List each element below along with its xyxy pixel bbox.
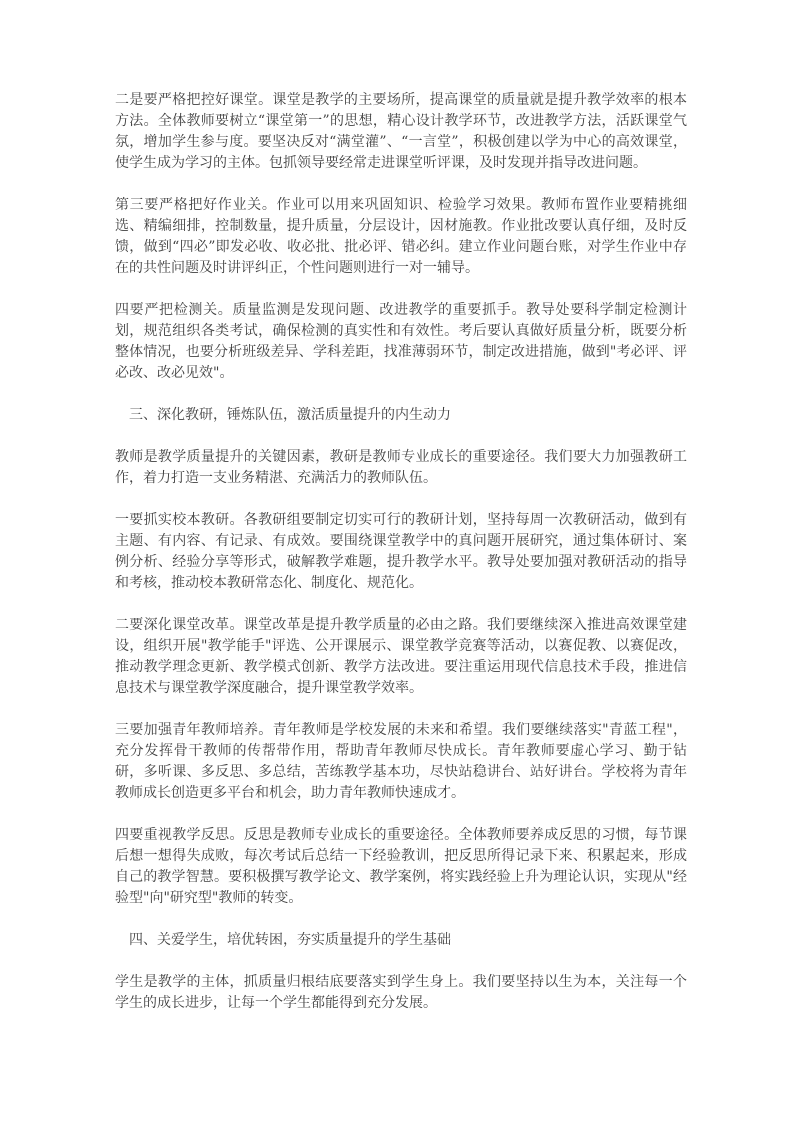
body-paragraph: 学生是教学的主体，抓质量归根结底要落实到学生身上。我们要坚持以生为本，关注每一个学生的成长进步，让每一个学生都能得到充分发展。 — [115, 974, 687, 1011]
body-paragraph: 四要重视教学反思。反思是教师专业成长的重要途径。全体教师要养成反思的习惯，每节课后想一想得失成败，每次考试后总结一下经验教训，把反思所得记录下来、积累起来，形成自己的教学智慧。要积极撰写教学论文、教学案例，将实践经验上升为理论认识，实现从"经验型"向"研究型"教师的转变。 — [115, 827, 687, 906]
section-heading: 三、深化教研，锤炼队伍，激活质量提升的内生动力 — [129, 407, 451, 423]
body-paragraph: 四要严把检测关。质量监测是发现问题、改进教学的重要抓手。教导处要科学制定检测计划，规范组织各类考试，确保检测的真实性和有效性。考后要认真做好质量分析，既要分析整体情况，也要分析班级差异、学科差距，找准薄弱环节，制定改进措施，做到"考必评、评必改、改必见效"。 — [115, 302, 687, 381]
body-paragraph: 三要加强青年教师培养。青年教师是学校发展的未来和希望。我们要继续落实"青蓝工程"，充分发挥骨干教师的传帮带作用，帮助青年教师尽快成长。青年教师要虚心学习、勤于钻研，多听课、多反思、多总结，苦练教学基本功，尽快站稳讲台、站好讲台。学校将为青年教师成长创造更多平台和机会，助力青年教师快速成才。 — [115, 722, 687, 801]
body-paragraph: 二是要严格把控好课堂。课堂是教学的主要场所，提高课堂的质量就是提升教学效率的根本方法。全体教师要树立“课堂第一”的思想，精心设计教学环节，改进教学方法，活跃课堂气氛，增加学生参与度。要坚决反对“满堂灌”、“一言堂”，积极创建以学为中心的高效课堂，使学生成为学习的主体。包抓领导要经常走进课堂听评课，及时发现并指导改进问题。 — [115, 92, 687, 171]
document-text-block — [115, 90, 687, 1035]
body-paragraph: 教师是教学质量提升的关键因素，教研是教师专业成长的重要途径。我们要大力加强教研工作，着力打造一支业务精湛、充满活力的教师队伍。 — [115, 449, 687, 486]
body-paragraph: 一要抓实校本教研。各教研组要制定切实可行的教研计划，坚持每周一次教研活动，做到有主题、有内容、有记录、有成效。要围绕课堂教学中的真问题开展研究，通过集体研讨、案例分析、经验分享等形式，破解教学难题，提升教学水平。教导处要加强对教研活动的指导和考核，推动校本教研常态化、制度化、规范化。 — [115, 512, 687, 591]
body-paragraph: 二要深化课堂改革。课堂改革是提升教学质量的必由之路。我们要继续深入推进高效课堂建设，组织开展"教学能手"评选、公开课展示、课堂教学竞赛等活动，以赛促教、以赛促改，推动教学理念更新、教学模式创新、教学方法改进。要注重运用现代信息技术手段，推进信息技术与课堂教学深度融合，提升课堂教学效率。 — [115, 617, 687, 696]
body-paragraph: 第三要严格把好作业关。作业可以用来巩固知识、检验学习效果。教师布置作业要精挑细选、精编细排，控制数量，提升质量，分层设计，因材施教。作业批改要认真仔细，及时反馈，做到“四必”即发必收、收必批、批必评、错必纠。建立作业问题台账，对学生作业中存在的共性问题及时讲评纠正，个性问题则进行一对一辅导。 — [115, 197, 687, 276]
section-heading: 四、关爱学生，培优转困，夯实质量提升的学生基础 — [129, 932, 451, 948]
